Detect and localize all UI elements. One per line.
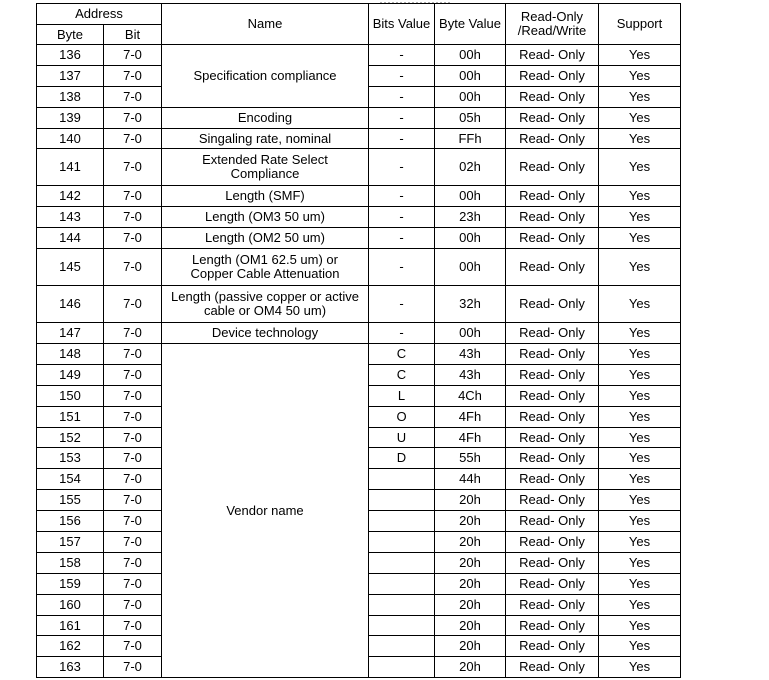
bit-cell: 7-0 xyxy=(104,107,162,128)
bits-value-cell: - xyxy=(369,286,435,323)
table-row xyxy=(37,107,681,128)
bit-cell: 7-0 xyxy=(104,149,162,186)
support-cell: Yes xyxy=(599,364,681,385)
read-write-cell: Read- Only xyxy=(506,594,599,615)
bit-cell: 7-0 xyxy=(104,207,162,228)
support-cell: Yes xyxy=(599,207,681,228)
read-write-cell: Read- Only xyxy=(506,249,599,286)
bits-value-cell: C xyxy=(369,364,435,385)
byte-value-cell: 00h xyxy=(435,45,506,66)
read-write-cell: Read- Only xyxy=(506,364,599,385)
bits-value-cell xyxy=(369,594,435,615)
support-cell: Yes xyxy=(599,249,681,286)
bits-value-cell: L xyxy=(369,385,435,406)
support-cell: Yes xyxy=(599,469,681,490)
byte-value-cell: 20h xyxy=(435,511,506,532)
byte-cell: 145 xyxy=(37,249,104,286)
bits-value-cell: - xyxy=(369,186,435,207)
bits-value-cell: - xyxy=(369,249,435,286)
support-cell: Yes xyxy=(599,86,681,107)
byte-cell: 163 xyxy=(37,657,104,678)
read-write-cell: Read- Only xyxy=(506,657,599,678)
bits-value-cell: - xyxy=(369,45,435,66)
name-cell: Length (passive copper or active cable or OM4 50 um) xyxy=(162,286,369,323)
table-row xyxy=(37,128,681,149)
support-cell: Yes xyxy=(599,594,681,615)
support-cell: Yes xyxy=(599,636,681,657)
table-body xyxy=(37,45,681,678)
byte-cell: 161 xyxy=(37,615,104,636)
table-row xyxy=(37,149,681,186)
bit-cell: 7-0 xyxy=(104,448,162,469)
read-write-cell: Read- Only xyxy=(506,344,599,365)
read-write-cell: Read- Only xyxy=(506,552,599,573)
bits-value-cell xyxy=(369,615,435,636)
read-write-cell: Read- Only xyxy=(506,532,599,553)
bit-header: Bit xyxy=(104,25,162,45)
read-write-cell: Read- Only xyxy=(506,469,599,490)
bit-cell: 7-0 xyxy=(104,364,162,385)
read-write-cell: Read- Only xyxy=(506,615,599,636)
byte-cell: 152 xyxy=(37,427,104,448)
bit-cell: 7-0 xyxy=(104,344,162,365)
support-cell: Yes xyxy=(599,344,681,365)
bits-value-cell: O xyxy=(369,406,435,427)
support-cell: Yes xyxy=(599,448,681,469)
bit-cell: 7-0 xyxy=(104,615,162,636)
table-row xyxy=(37,207,681,228)
byte-value-cell: 4Ch xyxy=(435,385,506,406)
bit-cell: 7-0 xyxy=(104,186,162,207)
byte-cell: 156 xyxy=(37,511,104,532)
byte-cell: 140 xyxy=(37,128,104,149)
support-cell: Yes xyxy=(599,552,681,573)
bit-cell: 7-0 xyxy=(104,385,162,406)
byte-value-cell: 00h xyxy=(435,249,506,286)
bits-value-cell: D xyxy=(369,448,435,469)
byte-value-cell: 20h xyxy=(435,594,506,615)
read-write-cell: Read- Only xyxy=(506,448,599,469)
read-write-cell: Read- Only xyxy=(506,323,599,344)
support-cell: Yes xyxy=(599,657,681,678)
read-write-cell: Read- Only xyxy=(506,107,599,128)
byte-value-cell: 20h xyxy=(435,490,506,511)
byte-cell: 157 xyxy=(37,532,104,553)
bits-value-cell: - xyxy=(369,128,435,149)
support-cell: Yes xyxy=(599,406,681,427)
byte-cell: 142 xyxy=(37,186,104,207)
byte-value-cell: 00h xyxy=(435,65,506,86)
read-write-cell: Read- Only xyxy=(506,65,599,86)
byte-value-cell: 4Fh xyxy=(435,406,506,427)
byte-value-cell: 44h xyxy=(435,469,506,490)
byte-cell: 158 xyxy=(37,552,104,573)
table-row xyxy=(37,249,681,286)
table-row xyxy=(37,286,681,323)
bit-cell: 7-0 xyxy=(104,552,162,573)
bit-cell: 7-0 xyxy=(104,511,162,532)
byte-cell: 137 xyxy=(37,65,104,86)
support-cell: Yes xyxy=(599,490,681,511)
support-cell: Yes xyxy=(599,228,681,249)
bits-value-cell: - xyxy=(369,65,435,86)
byte-value-cell: 32h xyxy=(435,286,506,323)
bits-value-cell xyxy=(369,469,435,490)
byte-cell: 147 xyxy=(37,323,104,344)
read-write-cell: Read- Only xyxy=(506,406,599,427)
byte-value-cell: 20h xyxy=(435,552,506,573)
byte-value-cell: 20h xyxy=(435,532,506,553)
byte-value-cell: 20h xyxy=(435,657,506,678)
name-cell: Device technology xyxy=(162,323,369,344)
bits-value-cell xyxy=(369,657,435,678)
bits-value-cell xyxy=(369,552,435,573)
byte-value-header: Byte Value xyxy=(435,4,506,45)
bits-value-cell: - xyxy=(369,107,435,128)
read-write-cell: Read- Only xyxy=(506,45,599,66)
support-cell: Yes xyxy=(599,323,681,344)
read-write-cell: Read- Only xyxy=(506,186,599,207)
byte-cell: 150 xyxy=(37,385,104,406)
bits-value-cell xyxy=(369,511,435,532)
table-header xyxy=(37,4,681,45)
read-write-header: Read-Only /Read/Write xyxy=(506,4,599,45)
read-write-cell: Read- Only xyxy=(506,511,599,532)
byte-value-cell: 20h xyxy=(435,615,506,636)
byte-value-cell: FFh xyxy=(435,128,506,149)
support-cell: Yes xyxy=(599,45,681,66)
bit-cell: 7-0 xyxy=(104,594,162,615)
bit-cell: 7-0 xyxy=(104,45,162,66)
support-cell: Yes xyxy=(599,615,681,636)
byte-cell: 144 xyxy=(37,228,104,249)
byte-value-cell: 05h xyxy=(435,107,506,128)
bit-cell: 7-0 xyxy=(104,128,162,149)
name-cell: Length (OM1 62.5 um) or Copper Cable Attenuation xyxy=(162,249,369,286)
byte-cell: 153 xyxy=(37,448,104,469)
name-cell: Encoding xyxy=(162,107,369,128)
name-cell: Length (OM3 50 um) xyxy=(162,207,369,228)
bit-cell: 7-0 xyxy=(104,249,162,286)
bit-cell: 7-0 xyxy=(104,86,162,107)
name-cell: Singaling rate, nominal xyxy=(162,128,369,149)
byte-value-cell: 00h xyxy=(435,186,506,207)
bit-cell: 7-0 xyxy=(104,427,162,448)
bits-value-cell xyxy=(369,532,435,553)
byte-cell: 139 xyxy=(37,107,104,128)
read-write-cell: Read- Only xyxy=(506,636,599,657)
bits-value-cell: U xyxy=(369,427,435,448)
byte-cell: 143 xyxy=(37,207,104,228)
register-table xyxy=(36,3,681,678)
byte-value-cell: 4Fh xyxy=(435,427,506,448)
byte-cell: 146 xyxy=(37,286,104,323)
bit-cell: 7-0 xyxy=(104,532,162,553)
byte-cell: 141 xyxy=(37,149,104,186)
byte-value-cell: 00h xyxy=(435,86,506,107)
read-write-cell: Read- Only xyxy=(506,149,599,186)
byte-value-cell: 02h xyxy=(435,149,506,186)
support-cell: Yes xyxy=(599,65,681,86)
table-row xyxy=(37,228,681,249)
support-cell: Yes xyxy=(599,286,681,323)
support-cell: Yes xyxy=(599,385,681,406)
support-cell: Yes xyxy=(599,573,681,594)
bits-value-cell xyxy=(369,636,435,657)
read-write-cell: Read- Only xyxy=(506,207,599,228)
byte-cell: 149 xyxy=(37,364,104,385)
bit-cell: 7-0 xyxy=(104,65,162,86)
byte-cell: 162 xyxy=(37,636,104,657)
name-cell: Length (SMF) xyxy=(162,186,369,207)
byte-value-cell: 00h xyxy=(435,228,506,249)
byte-cell: 159 xyxy=(37,573,104,594)
support-cell: Yes xyxy=(599,427,681,448)
byte-value-cell: 20h xyxy=(435,573,506,594)
read-write-cell: Read- Only xyxy=(506,385,599,406)
byte-value-cell: 43h xyxy=(435,364,506,385)
bits-value-cell xyxy=(369,490,435,511)
bit-cell: 7-0 xyxy=(104,573,162,594)
support-cell: Yes xyxy=(599,128,681,149)
bits-value-cell xyxy=(369,573,435,594)
byte-cell: 155 xyxy=(37,490,104,511)
read-write-cell: Read- Only xyxy=(506,86,599,107)
support-cell: Yes xyxy=(599,186,681,207)
bits-value-cell: C xyxy=(369,344,435,365)
bit-cell: 7-0 xyxy=(104,490,162,511)
byte-value-cell: 55h xyxy=(435,448,506,469)
byte-value-cell: 23h xyxy=(435,207,506,228)
name-cell: Length (OM2 50 um) xyxy=(162,228,369,249)
byte-cell: 138 xyxy=(37,86,104,107)
bits-value-cell: - xyxy=(369,228,435,249)
support-cell: Yes xyxy=(599,532,681,553)
read-write-cell: Read- Only xyxy=(506,573,599,594)
support-cell: Yes xyxy=(599,107,681,128)
support-cell: Yes xyxy=(599,149,681,186)
byte-header: Byte xyxy=(37,25,104,45)
bit-cell: 7-0 xyxy=(104,228,162,249)
support-header: Support xyxy=(599,4,681,45)
bit-cell: 7-0 xyxy=(104,636,162,657)
bits-value-cell: - xyxy=(369,323,435,344)
byte-cell: 151 xyxy=(37,406,104,427)
byte-cell: 154 xyxy=(37,469,104,490)
name-header: Name xyxy=(162,4,369,45)
byte-value-cell: 00h xyxy=(435,323,506,344)
byte-cell: 160 xyxy=(37,594,104,615)
bits-value-header: Bits Value xyxy=(369,4,435,45)
bits-value-cell: - xyxy=(369,149,435,186)
bits-value-cell: - xyxy=(369,86,435,107)
read-write-cell: Read- Only xyxy=(506,228,599,249)
table-row xyxy=(37,344,681,365)
name-cell: Extended Rate Select Compliance xyxy=(162,149,369,186)
bits-value-cell: - xyxy=(369,207,435,228)
byte-value-cell: 20h xyxy=(435,636,506,657)
name-cell: Vendor name xyxy=(162,344,369,678)
bit-cell: 7-0 xyxy=(104,406,162,427)
bit-cell: 7-0 xyxy=(104,286,162,323)
read-write-cell: Read- Only xyxy=(506,490,599,511)
bit-cell: 7-0 xyxy=(104,469,162,490)
table-row xyxy=(37,45,681,66)
name-cell: Specification compliance xyxy=(162,45,369,108)
byte-value-cell: 43h xyxy=(435,344,506,365)
bit-cell: 7-0 xyxy=(104,323,162,344)
address-header: Address xyxy=(37,4,162,25)
byte-cell: 148 xyxy=(37,344,104,365)
read-write-cell: Read- Only xyxy=(506,286,599,323)
support-cell: Yes xyxy=(599,511,681,532)
table-row xyxy=(37,186,681,207)
read-write-cell: Read- Only xyxy=(506,427,599,448)
read-write-cell: Read- Only xyxy=(506,128,599,149)
bit-cell: 7-0 xyxy=(104,657,162,678)
byte-cell: 136 xyxy=(37,45,104,66)
table-row xyxy=(37,323,681,344)
